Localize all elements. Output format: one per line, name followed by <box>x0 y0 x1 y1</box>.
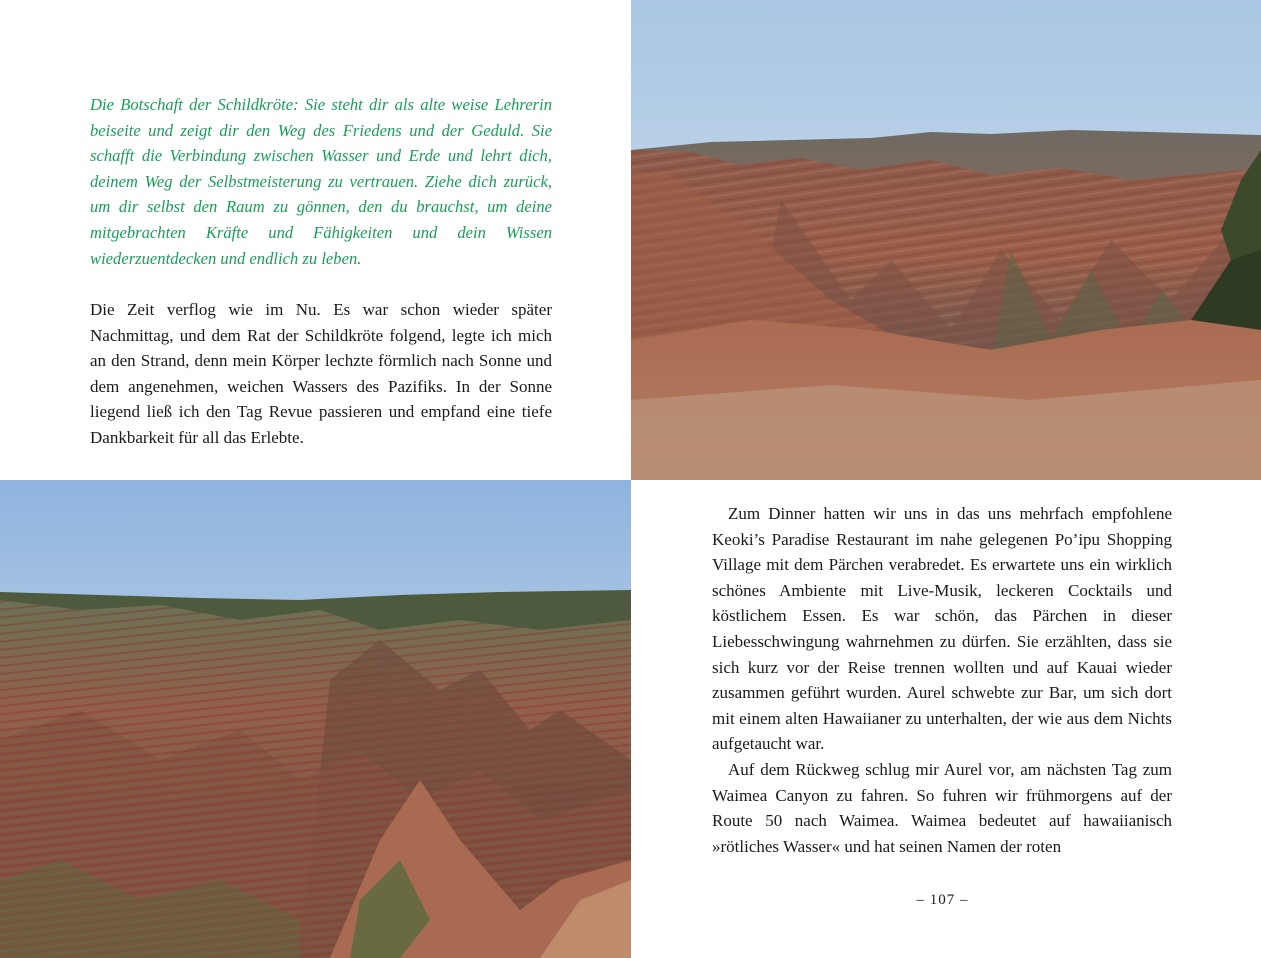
right-paragraph-1: Zum Dinner hatten wir uns in das uns mehrfach empfohlene Keoki’s Paradise Restaurant im nahe gelegenen Po’ipu Shopping Village mit dem Pärchen verabredet. Es erwartete uns ein wirklich schönes Ambiente mit Live-Musik, leckeren Cocktails und köstlichem Essen. Es war schön, das Pärchen in dieser Liebesschwingung wahrnehmen zu dürfen. Sie erzählten, dass sie sich kurz vor der Reise trennen wollten und auf Kauai wieder zusammen geführt wurden. Aurel schwebte zur Bar, um sich dort mit einem alten Hawaiianer zu unterhalten, der wie aus dem Nichts aufgetaucht war. <box>712 504 1172 754</box>
quote-text: Die Botschaft der Schildkröte: Sie steht dir als alte weise Lehrerin beiseite und zeigt dir den Weg des Friedens und der Geduld. Sie schafft die Verbindung zwischen Wasser und Erde und lehrt dich, deinem Weg der Selbstmeisterung zu vertrauen. Ziehe dich zurück, um dir selbst den Raum zu gönnen, den du brauchst, um deine mitgebrachten Kräfte und Fähigkeiten und dein Wissen wiederzuentdecken und endlich zu leben. <box>90 95 552 268</box>
canyon-photo-bottom <box>0 480 631 958</box>
canyon-photo-top <box>631 0 1261 480</box>
turtle-message-quote <box>90 92 552 271</box>
right-paragraph-2: Auf dem Rückweg schlug mir Aurel vor, am nächsten Tag zum Waimea Canyon zu fahren. So fuhren wir frühmorgens auf der Route 50 nach Waimea. Waimea bedeutet auf hawaiianisch »rötliches Wasser« und hat seinen Namen der roten <box>712 759 1172 856</box>
right-body-text <box>712 501 1172 859</box>
page-number: – 107 – <box>916 892 969 908</box>
left-paragraph-text: Die Zeit verflog wie im Nu. Es war schon wieder später Nachmittag, und dem Rat der Schildkröte folgend, legte ich mich an den Strand, denn mein Körper lechzte förmlich nach Sonne und dem angenehmen, weichen Wassers des Pazifiks. In der Sonne liegend ließ ich den Tag Revue passieren und empfand eine tiefe Dankbarkeit für all das Erlebte. <box>90 300 552 447</box>
left-body-paragraph <box>90 297 552 451</box>
